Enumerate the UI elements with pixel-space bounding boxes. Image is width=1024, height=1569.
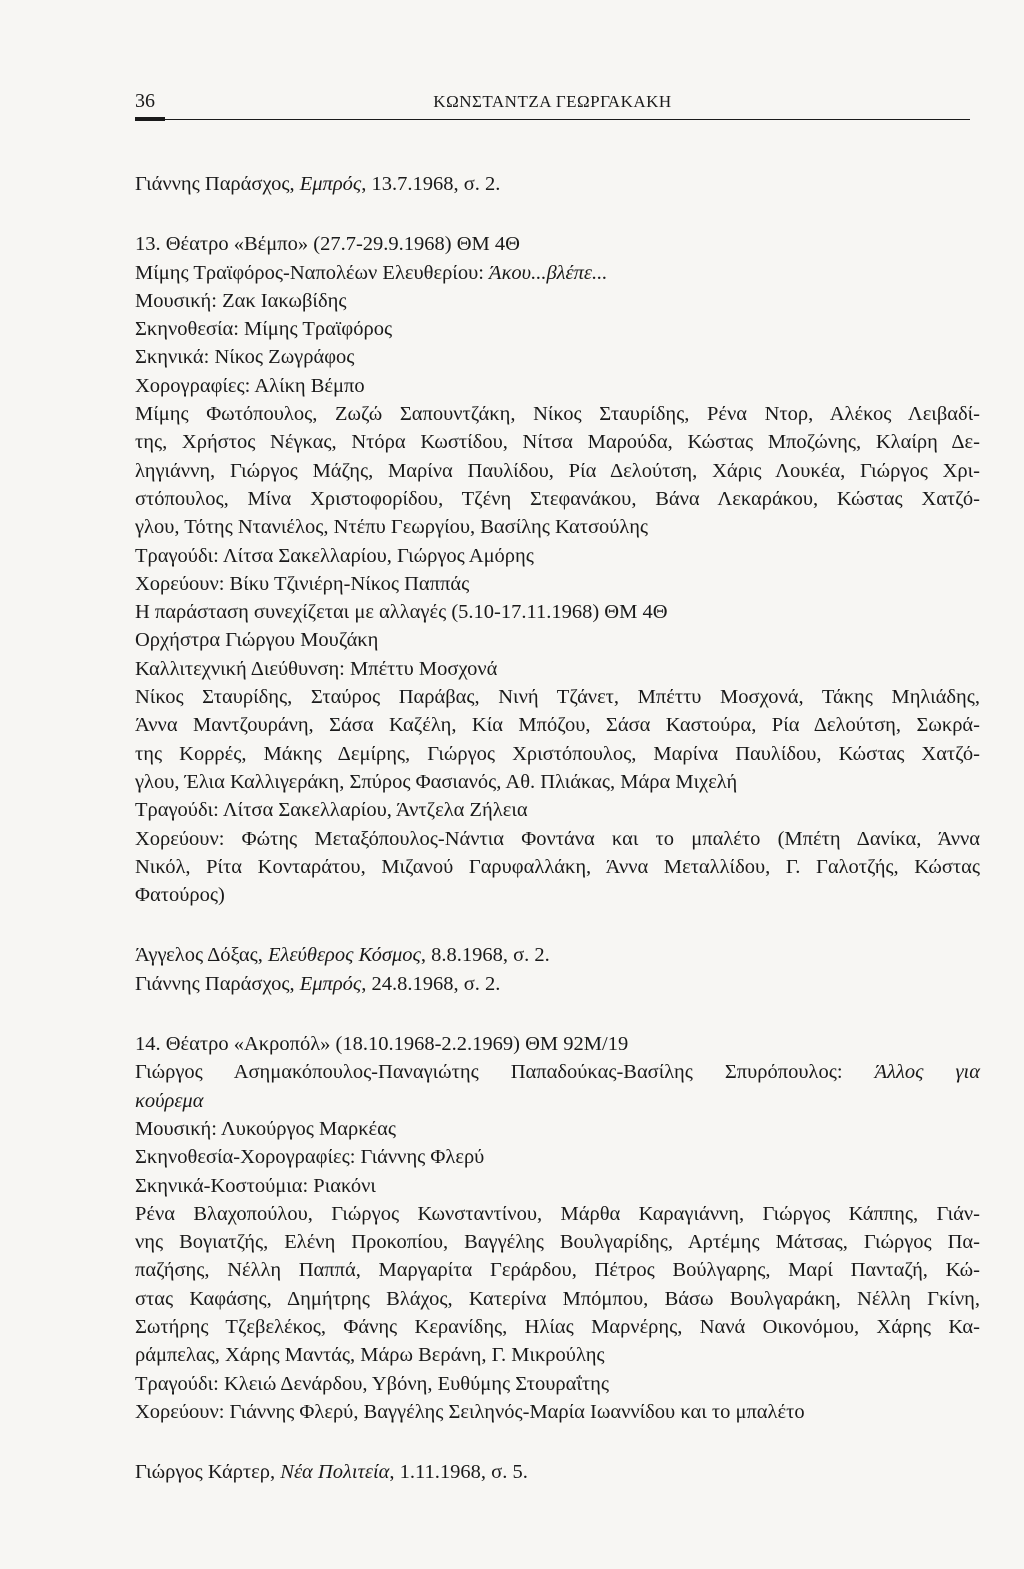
cast-line: Ρένα Βλαχοπούλου, Γιώργος Κωνσταντίνου, Μάρθα Καραγιάννη, Γιώργος Κάππης, Γιάν- xyxy=(135,1202,980,1225)
credit-sets: Σκηνικά: Νίκος Ζωγράφος xyxy=(135,346,355,369)
work-title-line: Γιώργος Ασημακόπουλος-Παναγιώτης Παπαδούκας-Βασίλης Σπυρόπουλος: Άλλος για xyxy=(135,1061,980,1084)
entry-heading: 14. Θέατρο «Ακροπόλ» (18.10.1968-2.2.1969) ΘΜ 92Μ/19 xyxy=(135,1033,629,1056)
credit-choreography: Χορογραφίες: Αλίκη Βέμπο xyxy=(135,374,365,397)
dancers-line: Νικόλ, Ρίτα Κονταράτου, Μιζανού Γαρυφαλλάκη, Άννα Μεταλλίδου, Γ. Γαλοτζής, Κώστας xyxy=(135,855,980,878)
running-title: ΚΩΝΣΤΑΝΤΖΑ ΓΕΩΡΓΑΚΑΚΗ xyxy=(433,92,672,111)
cast-line: ράμπελας, Χάρης Μαντάς, Μάρω Βεράνη, Γ. Μικρούλης xyxy=(135,1344,605,1367)
work-title-line: Μίμης Τραϊφόρος-Ναπολέων Ελευθερίου: Άκου...βλέπε... xyxy=(135,261,608,284)
cast-line: της Κορρές, Μάκης Δεμίρης, Γιώργος Χριστόπουλος, Μαρίνα Παυλίδου, Κώστας Χατζό- xyxy=(135,742,980,765)
cast-line: Μίμης Φωτόπουλος, Ζωζώ Σαπουντζάκη, Νίκος Σταυρίδης, Ρένα Ντορ, Αλέκος Λειβαδί- xyxy=(135,403,980,426)
cast-line: Σωτήρης Τζεβελέκος, Φάνης Κερανίδης, Ηλίας Μαρνέρης, Νανά Οικονόμου, Χάρης Κα- xyxy=(135,1315,980,1338)
reference-line: Άγγελος Δόξας, Ελεύθερος Κόσμος, 8.8.1968, σ. 2. xyxy=(135,944,550,967)
credit-dancers: Χορεύουν: Γιάννης Φλερύ, Βαγγέλης Σειληνός-Μαρία Ιωαννίδου και το μπαλέτο xyxy=(135,1400,805,1423)
credit-song: Τραγούδι: Λίτσα Σακελλαρίου, Γιώργος Αμόρης xyxy=(135,544,534,567)
cast-line: γλου, Τότης Ντανιέλος, Ντέπυ Γεωργίου, Βασίλης Κατσούλης xyxy=(135,516,649,539)
credit-dancers: Χορεύουν: Βίκυ Τζινιέρη-Νίκος Παππάς xyxy=(135,572,470,595)
cast-line: ληγιάννη, Γιώργος Μάζης, Μαρίνα Παυλίδου, Ρία Δελούτση, Χάρις Λουκέα, Γιώργος Χρι- xyxy=(135,459,980,482)
entry-heading: 13. Θέατρο «Βέμπο» (27.7-29.9.1968) ΘΜ 4Θ xyxy=(135,233,520,256)
credit-artistic-direction: Καλλιτεχνική Διεύθυνση: Μπέττυ Μοσχονά xyxy=(135,657,498,680)
cast-line: νης Βογιατζής, Ελένη Προκοπίου, Βαγγέλης Βουλγαρίδης, Αρτέμης Μάτσας, Γιώργος Πα- xyxy=(135,1231,980,1254)
reference-line: Γιάννης Παράσχος, Εμπρός, 24.8.1968, σ. 2. xyxy=(135,972,501,995)
cast-line: παζήσης, Νέλλη Παππά, Μαργαρίτα Γεράρδου, Πέτρος Βούλγαρης, Μαρί Πανταζή, Κώ- xyxy=(135,1259,980,1282)
credit-direction-choreography: Σκηνοθεσία-Χορογραφίες: Γιάννης Φλερύ xyxy=(135,1146,485,1169)
credit-music: Μουσική: Λυκούργος Μαρκέας xyxy=(135,1117,397,1140)
cast-line: γλου, Έλια Καλλιγεράκη, Σπύρος Φασιανός, Αθ. Πλιάκας, Μάρα Μιχελή xyxy=(135,770,738,793)
credit-music: Μουσική: Ζακ Ιακωβίδης xyxy=(135,289,347,312)
dancers-line: Χορεύουν: Φώτης Μεταξόπουλος-Νάντια Φοντάνα και το μπαλέτο (Μπέτη Δανίκα, Άννα xyxy=(135,827,980,850)
cast-line: Νίκος Σταυρίδης, Σταύρος Παράβας, Νινή Τζάνετ, Μπέττυ Μοσχονά, Τάκης Μηλιάδης, xyxy=(135,686,980,709)
cast-line: στας Καφάσης, Δημήτρης Βλάχος, Κατερίνα Μπόμπου, Βάσω Βουλγαράκη, Νέλλη Γκίνη, xyxy=(135,1287,980,1310)
page-header xyxy=(135,90,970,114)
credit-orchestra: Ορχήστρα Γιώργου Μουζάκη xyxy=(135,629,379,652)
page-number: 36 xyxy=(135,90,155,112)
reference-line: Γιώργος Κάρτερ, Νέα Πολιτεία, 1.11.1968, σ. 5. xyxy=(135,1461,528,1484)
reference-line: Γιάννης Παράσχος, Εμπρός, 13.7.1968, σ. 2. xyxy=(135,173,501,195)
work-title-line: κούρεμα xyxy=(135,1089,204,1112)
credit-sets-costumes: Σκηνικά-Κοστούμια: Ριακόνι xyxy=(135,1174,376,1197)
header-rule xyxy=(135,119,970,120)
page-body xyxy=(135,170,980,1486)
credit-song: Τραγούδι: Κλειώ Δενάρδου, Υβόνη, Ευθύμης Στουραΐτης xyxy=(135,1372,609,1395)
dancers-line: Φατούρος) xyxy=(135,884,225,907)
credit-direction: Σκηνοθεσία: Μίμης Τραϊφόρος xyxy=(135,318,393,341)
entry-14 xyxy=(135,1030,980,1426)
cast-line: Άννα Μαντζουράνη, Σάσα Καζέλη, Κία Μπόζου, Σάσα Καστούρα, Ρία Δελούτση, Σωκρά- xyxy=(135,714,980,737)
entry-13 xyxy=(135,230,980,909)
credit-song: Τραγούδι: Λίτσα Σακελλαρίου, Άντζελα Ζήλεια xyxy=(135,799,528,822)
cast-line: στόπουλος, Μίνα Χριστοφορίδου, Τζένη Στεφανάκου, Βάνα Λεκαράκου, Κώστας Χατζό- xyxy=(135,487,980,510)
continuation-note: Η παράσταση συνεχίζεται με αλλαγές (5.10-17.11.1968) ΘΜ 4Θ xyxy=(135,601,668,624)
cast-line: της, Χρήστος Νέγκας, Ντόρα Κωστίδου, Νίτσα Μαρούδα, Κώστας Μποζώνης, Κλαίρη Δε- xyxy=(135,431,980,454)
